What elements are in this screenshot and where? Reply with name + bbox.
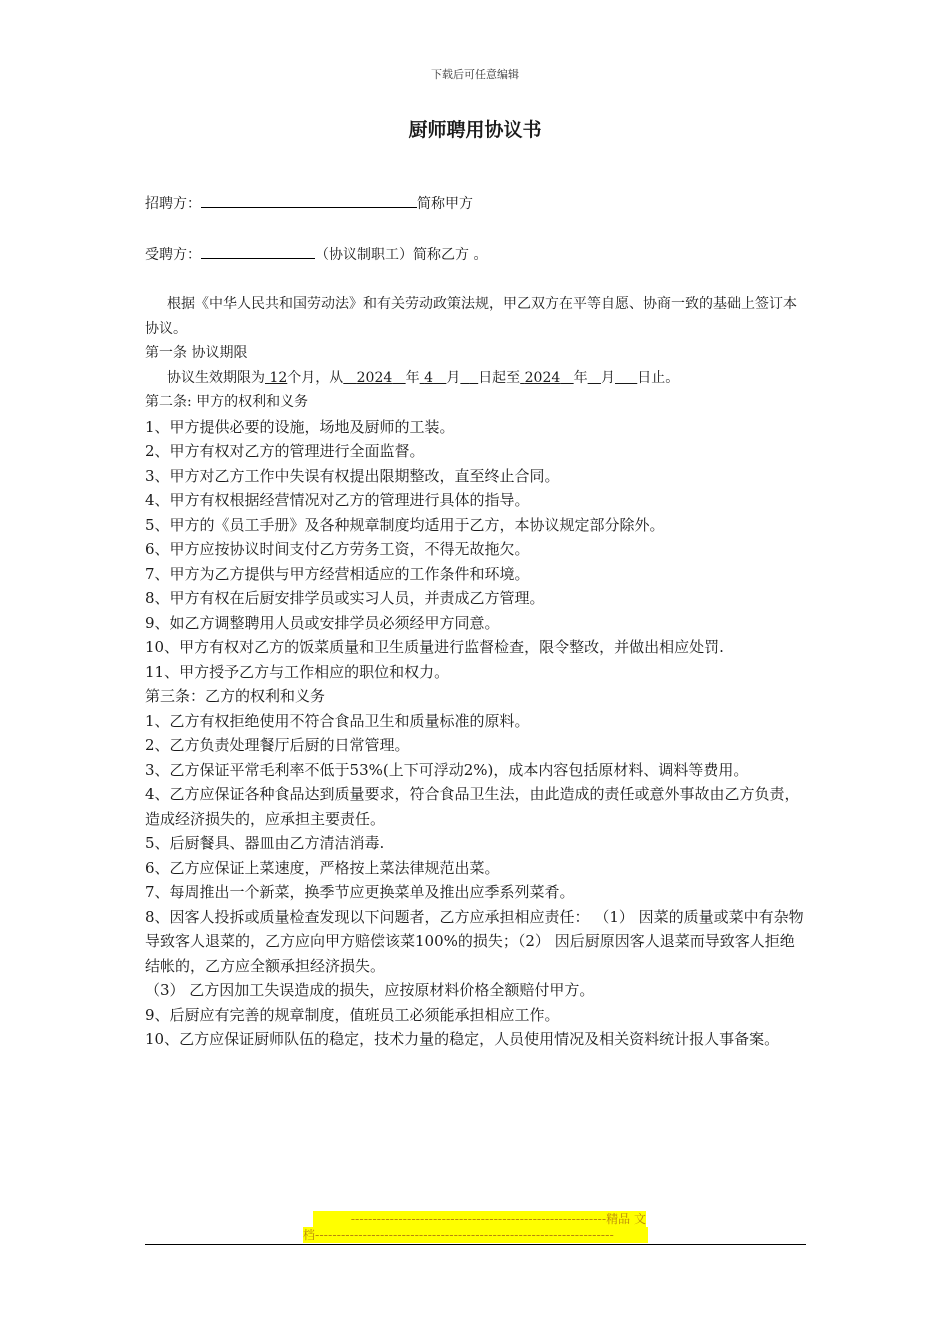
article2-item: 6、甲方应按协议时间支付乙方劳务工资，不得无故拖欠。 — [145, 540, 530, 558]
agreement-body — [145, 292, 805, 1052]
term-months: 12 — [269, 369, 288, 386]
article2-item: 2、甲方有权对乙方的管理进行全面监督。 — [145, 442, 425, 460]
term-text: 日起至 — [478, 369, 521, 386]
employee-blank[interactable] — [201, 244, 315, 259]
article2-item: 8、甲方有权在后厨安排学员或实习人员，并责成乙方管理。 — [145, 589, 545, 607]
footer-watermark-line1: -----------------------------------------------------------精品 文 — [313, 1211, 646, 1227]
article3-item: 1、乙方有权拒绝使用不符合食品卫生和质量标准的原料。 — [145, 711, 530, 730]
start-month: 4 — [424, 369, 434, 386]
article3-item: 5、后厨餐具、器皿由乙方清洁消毒. — [145, 834, 385, 852]
employer-suffix: 简称甲方 — [417, 196, 473, 212]
term-text: 年 — [573, 369, 588, 386]
employee-suffix: （协议制职工）简称乙方 。 — [315, 247, 488, 263]
term-text: 个月，从 — [287, 369, 344, 386]
start-year: 2024 — [356, 369, 393, 386]
article3-item: （3） 乙方因加工失误造成的损失，应按原材料价格全额赔付甲方。 — [145, 981, 595, 999]
end-month — [588, 370, 601, 386]
article2-item: 3、甲方对乙方工作中失误有权提出限期整改，直至终止合同。 — [145, 466, 560, 485]
article2-item: 5、甲方的《员工手册》及各种规章制度均适用于乙方，本协议规定部分除外。 — [145, 515, 665, 534]
article2-item: 9、如乙方调整聘用人员或安排学员必须经甲方同意。 — [145, 613, 500, 632]
term-text: 年 — [405, 369, 420, 386]
article1-heading: 第一条 协议期限 — [145, 345, 248, 361]
employee-label: 受聘方： — [145, 247, 201, 263]
term-text: 月 — [601, 369, 615, 386]
article3-item: 2、乙方负责处理餐厅后厨的日常管理。 — [145, 736, 410, 754]
footer-rule — [145, 1244, 806, 1245]
article3-item: 8、因客人投拆或质量检查发现以下问题者，乙方应承担相应责任： （1） 因菜的质量或菜中有杂物导致客人退菜的，乙方应向甲方赔偿该菜100%的损失；（2） 因后厨原因客人退菜而导致客人拒绝结帐的，乙方应全额承担经济损失。 — [145, 907, 804, 975]
employer-label: 招聘方： — [145, 196, 201, 212]
intro-paragraph: 根据《中华人民共和国劳动法》和有关劳动政策法规，甲乙双方在平等自愿、协商一致的基础上签订本协议。 — [145, 296, 797, 337]
article2-item: 1、甲方提供必要的设施，场地及厨师的工装。 — [145, 417, 455, 436]
employee-line — [145, 244, 487, 264]
end-day — [615, 370, 637, 386]
article2-item: 7、甲方为乙方提供与甲方经营相适应的工作条件和环境。 — [145, 564, 530, 583]
article3-item: 9、后厨应有完善的规章制度，值班员工必须能承担相应工作。 — [145, 1005, 560, 1024]
employer-blank[interactable] — [201, 193, 417, 208]
article3-item: 3、乙方保证平常毛利率不低于53%(上下可浮动2%)，成本内容包括原材料、调料等费用。 — [145, 760, 749, 779]
article2-item: 11、甲方授予乙方与工作相应的职位和权力。 — [145, 662, 450, 681]
article1-term — [145, 366, 805, 391]
article3-item: 7、每周推出一个新菜，换季节应更换菜单及推出应季系列菜肴。 — [145, 883, 575, 901]
term-prefix: 协议生效期限为 — [167, 369, 265, 386]
term-text: 日止。 — [637, 369, 680, 386]
article3-heading: 第三条：乙方的权利和义务 — [145, 687, 326, 705]
article3-item: 10、乙方应保证厨师队伍的稳定，技术力量的稳定，人员使用情况及相关资料统计报人事备案。 — [145, 1030, 780, 1048]
start-day — [460, 370, 478, 386]
article3-item: 4、乙方应保证各种食品达到质量要求，符合食品卫生法，由此造成的责任或意外事故由乙方负责，造成经济损失的，应承担主要责任。 — [145, 785, 800, 828]
article2-heading: 第二条: 甲方的权利和义务 — [145, 394, 309, 410]
footer-watermark-line2: 档--------------------------------------------------------------------- — [303, 1227, 648, 1243]
end-year: 2024 — [524, 369, 561, 386]
article2-item: 10、甲方有权对乙方的饭菜质量和卫生质量进行监督检查，限令整改，并做出相应处罚. — [145, 638, 724, 656]
document-title: 厨师聘用协议书 — [408, 119, 542, 141]
term-text: 月 — [446, 369, 461, 386]
article2-item: 4、甲方有权根据经营情况对乙方的管理进行具体的指导。 — [145, 491, 530, 509]
header-note: 下载后可任意编辑 — [431, 68, 519, 81]
article3-item: 6、乙方应保证上菜速度，严格按上菜法律规范出菜。 — [145, 858, 500, 877]
employer-line — [145, 193, 473, 213]
